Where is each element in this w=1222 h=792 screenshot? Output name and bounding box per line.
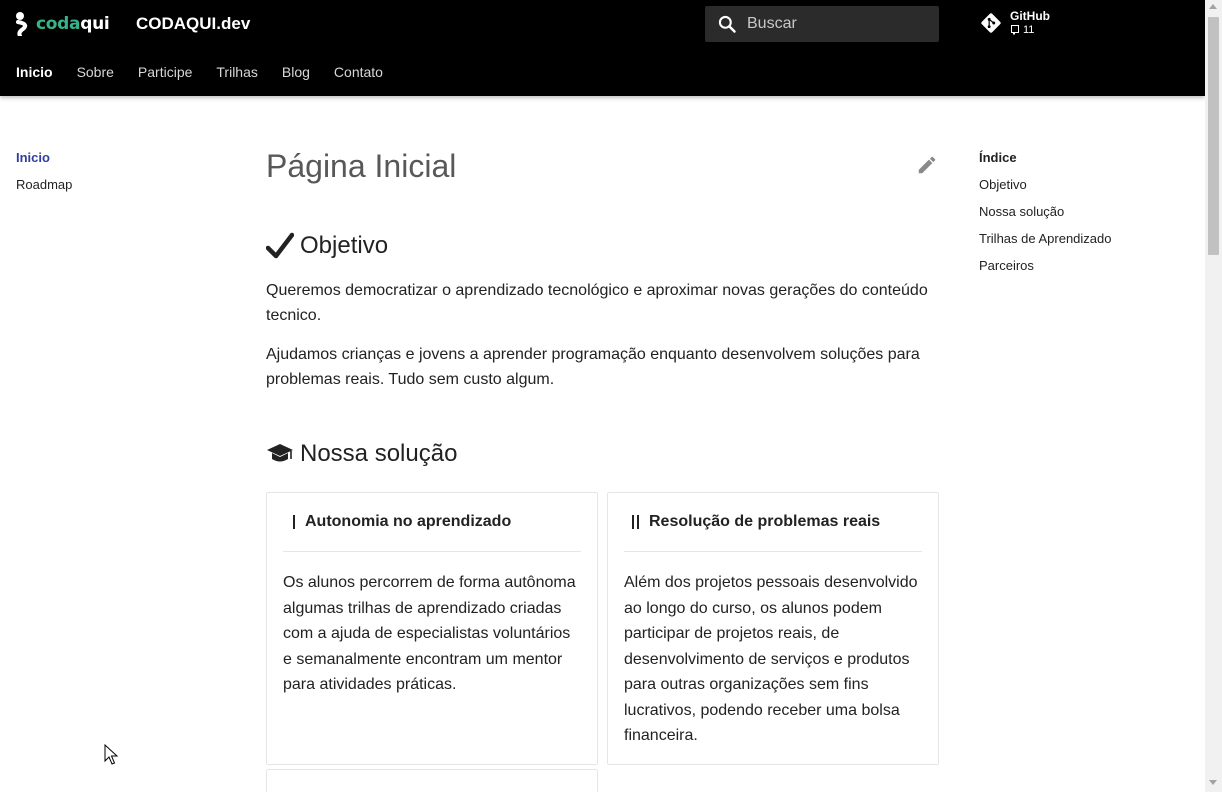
card-title: Resolução de problemas reais [649, 513, 881, 530]
tab-participe[interactable]: Participe [137, 64, 193, 80]
repo-count-value: 11 [1023, 24, 1035, 36]
card-title-row [283, 493, 581, 552]
logo-text-qui: qui [80, 14, 110, 34]
graduation-cap-icon [266, 442, 294, 466]
roman-one-icon [293, 515, 295, 529]
toc-title: Índice [979, 150, 1017, 165]
logo-mark-icon [15, 12, 31, 36]
search-box[interactable] [705, 6, 939, 42]
scroll-up-arrow-icon[interactable] [1209, 4, 1217, 9]
site-title: CODAQUI.dev [136, 14, 251, 33]
toc-item-nossa-solucao[interactable]: Nossa solução [979, 204, 1065, 219]
header-tabs [16, 64, 407, 80]
roman-two-icon [632, 515, 639, 529]
sidebar-item-inicio[interactable]: Inicio [16, 150, 50, 165]
toc-item-trilhas[interactable]: Trilhas de Aprendizado [979, 231, 1112, 246]
objetivo-paragraph-2: Ajudamos crianças e jovens a aprender programação enquanto desenvolvem soluções para problemas reais. Tudo sem custo algum. [266, 346, 920, 388]
vertical-scrollbar[interactable] [1205, 0, 1222, 792]
tab-inicio[interactable]: Inicio [16, 64, 53, 80]
main-content [266, 140, 939, 765]
git-icon [980, 12, 1002, 34]
objetivo-paragraph-1: Queremos democratizar o aprendizado tecnológico e aproximar novas gerações do conteúdo tecnico. [266, 282, 928, 324]
search-input[interactable] [747, 15, 917, 33]
search-icon [717, 14, 737, 34]
github-repo-link[interactable] [980, 9, 1050, 37]
checkmark-icon [266, 232, 294, 260]
heading-objetivo [266, 228, 939, 264]
heading-objetivo-text: Objetivo [300, 232, 389, 259]
heading-nossa-solucao-text: Nossa solução [300, 440, 458, 467]
sidebar-nav [16, 150, 72, 204]
top-header [0, 0, 1205, 96]
toc-item-objetivo[interactable]: Objetivo [979, 177, 1027, 192]
page-title: Página Inicial [266, 148, 457, 184]
heading-nossa-solucao [266, 436, 939, 472]
card-title-row [624, 493, 922, 552]
edit-pencil-icon[interactable] [916, 154, 938, 176]
repo-name: GitHub [1010, 9, 1050, 23]
tab-sobre[interactable]: Sobre [76, 64, 114, 80]
toc-item-parceiros[interactable]: Parceiros [979, 258, 1034, 273]
repo-info [1010, 9, 1050, 37]
scroll-down-arrow-icon[interactable] [1209, 780, 1217, 785]
card-body: Além dos projetos pessoais desenvolvido ao longo do curso, os alunos podem participar de projetos reais, de desenvolvimento de serviços e produtos para outras organizações sem fins lucrativos, podendo receber uma bolsa financeira. [624, 574, 918, 744]
card-problemas-reais [607, 492, 939, 765]
card-title: Autonomia no aprendizado [305, 513, 512, 530]
logo-text-coda: coda [36, 14, 81, 34]
repo-count [1010, 23, 1050, 37]
solution-cards [266, 492, 939, 765]
repo-icon [1010, 25, 1020, 35]
logo-text [36, 14, 109, 34]
tab-trilhas[interactable]: Trilhas [216, 64, 258, 80]
card-partial [266, 769, 598, 792]
sidebar-item-roadmap[interactable]: Roadmap [16, 177, 73, 192]
scrollbar-thumb[interactable] [1208, 17, 1219, 255]
card-body: Os alunos percorrem de forma autônoma algumas trilhas de aprendizado criadas com a ajuda de especialistas voluntários e semanalmente encontram um mentor para atividades práticas. [283, 574, 576, 693]
site-logo[interactable] [15, 11, 109, 37]
tab-blog[interactable]: Blog [281, 64, 310, 80]
mouse-cursor-icon [104, 744, 118, 766]
card-autonomia [266, 492, 598, 765]
table-of-contents [979, 150, 1112, 285]
tab-contato[interactable]: Contato [333, 64, 383, 80]
